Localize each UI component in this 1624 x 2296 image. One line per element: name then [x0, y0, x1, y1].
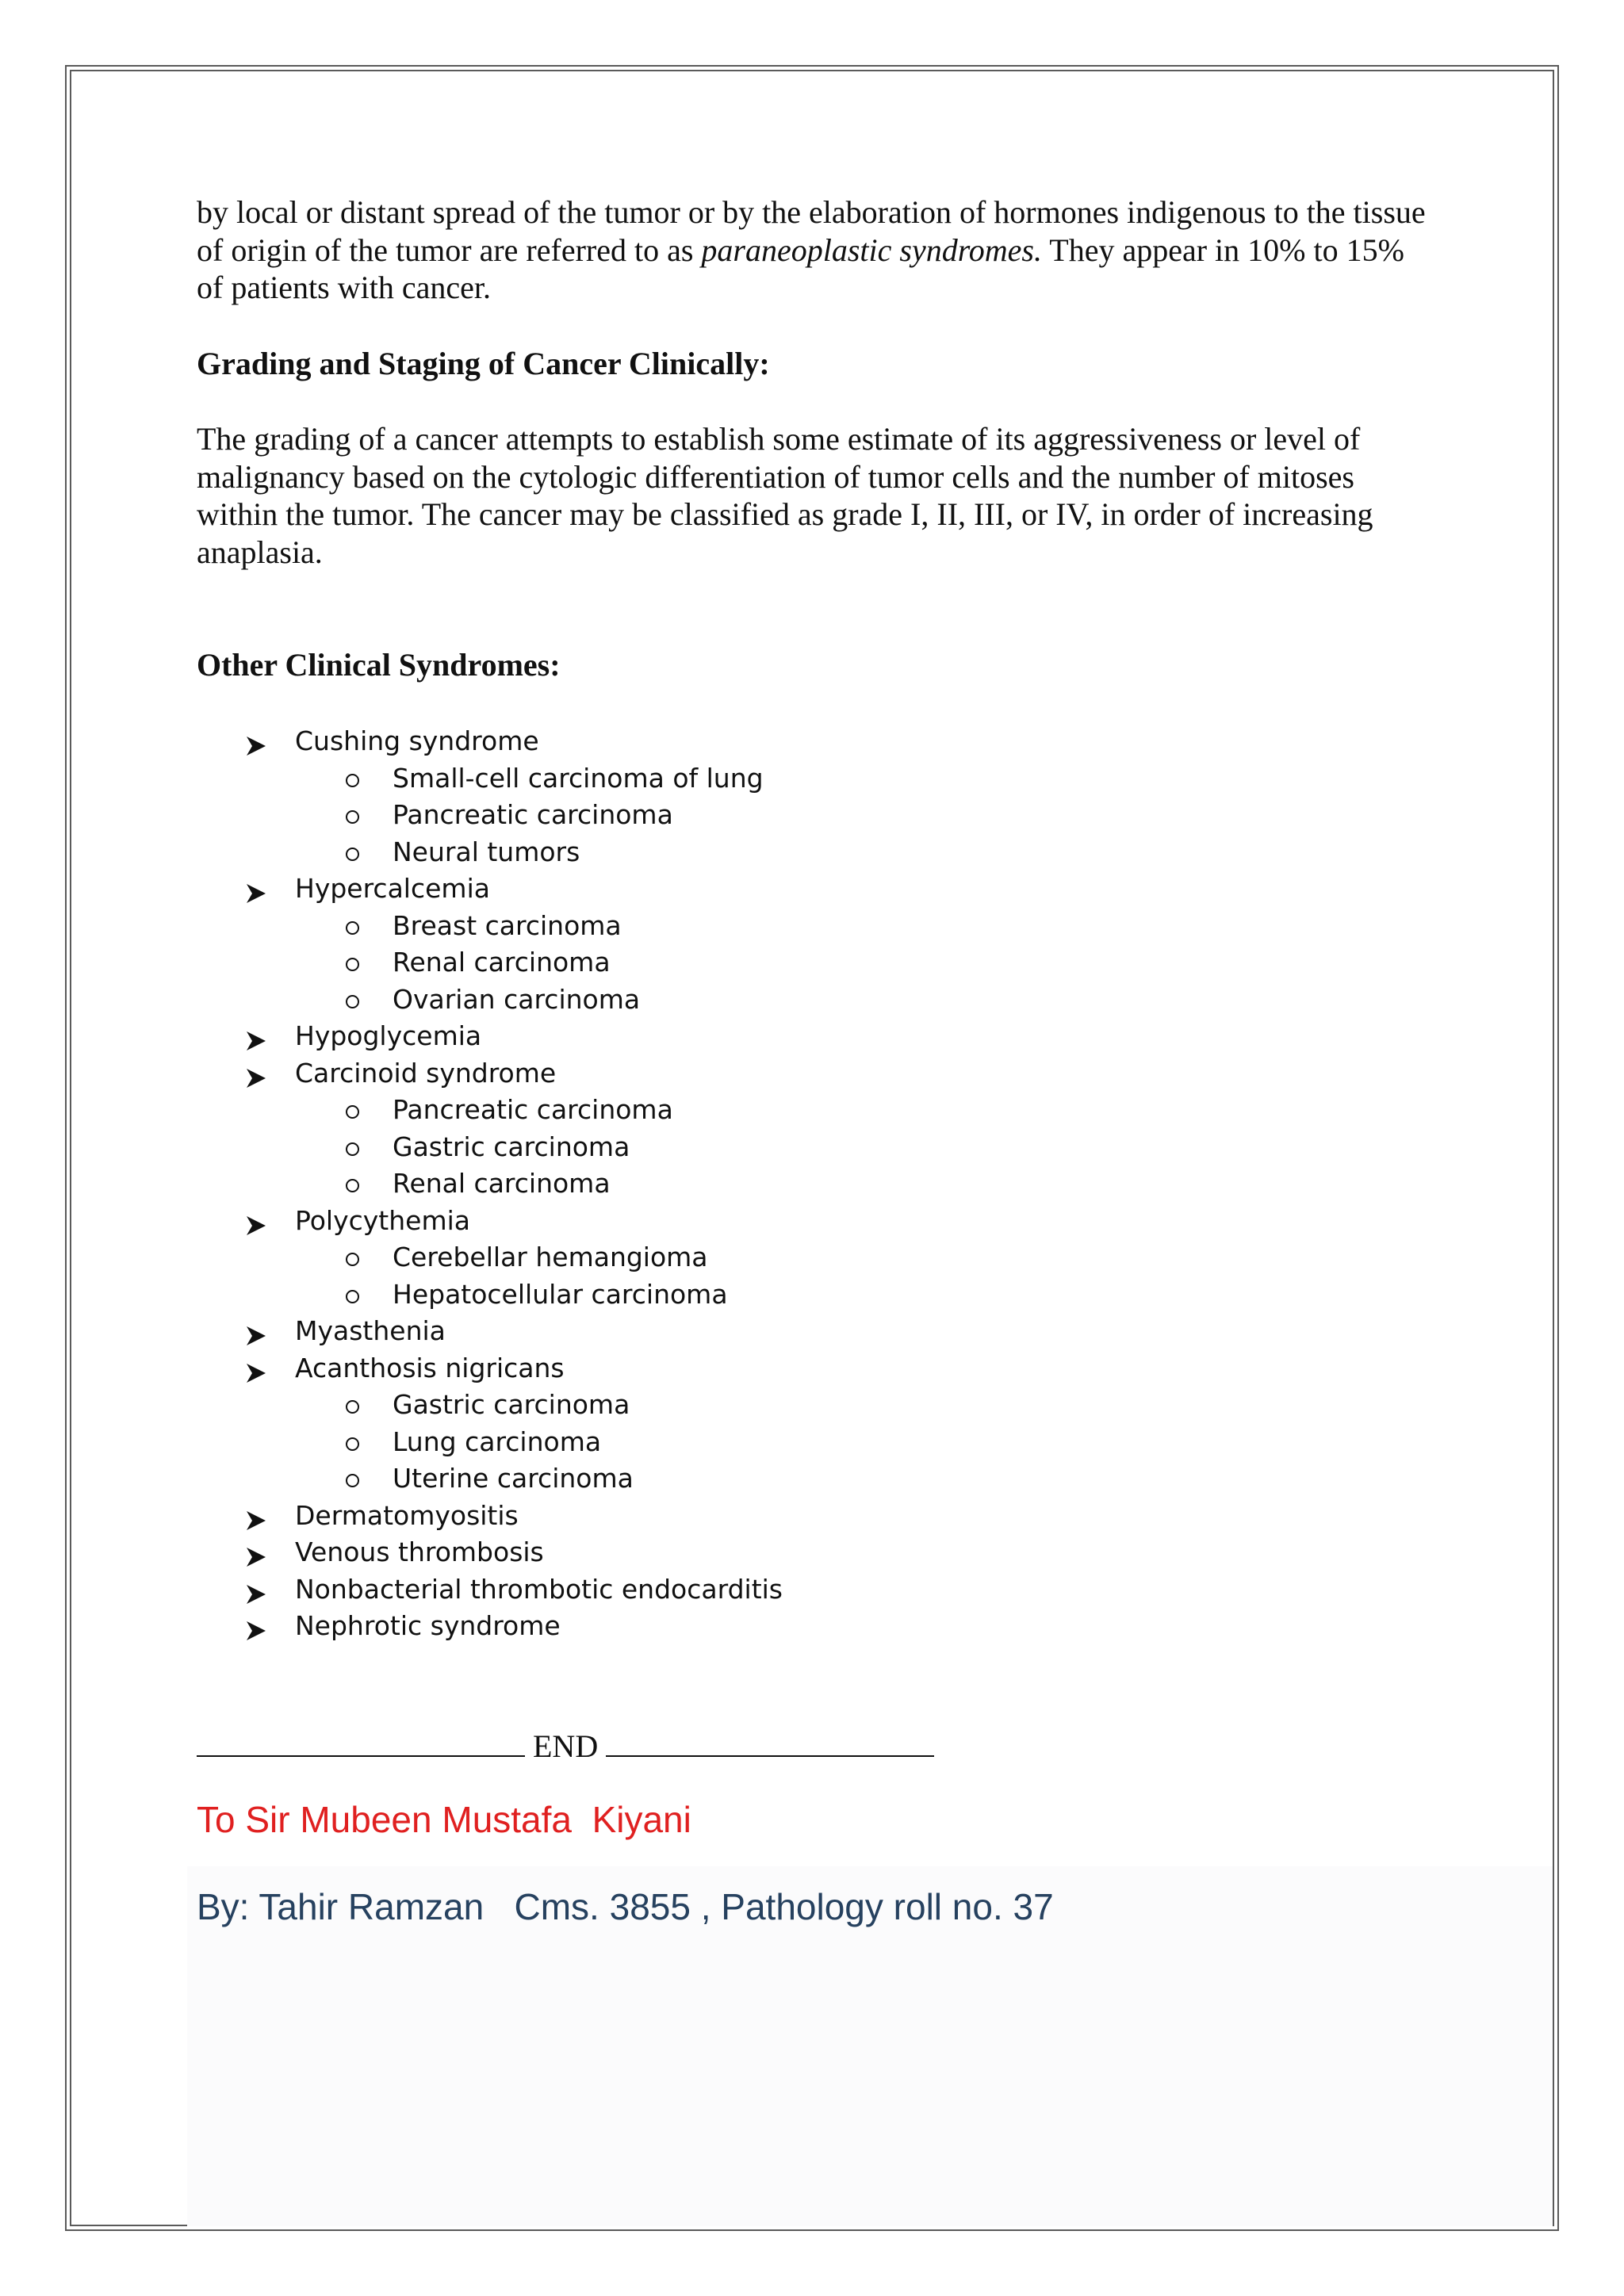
tumor-subitem — [0, 1239, 1624, 1276]
dedication-line: To Sir Mubeen Mustafa Kiyani — [197, 1799, 691, 1840]
syndrome-item — [0, 1608, 1624, 1645]
circle-bullet-icon — [346, 1142, 359, 1156]
tumor-label: Neural tumors — [393, 836, 580, 867]
tumor-label: Cerebellar hemangioma — [393, 1242, 708, 1272]
syndrome-label: Polycythemia — [295, 1204, 470, 1236]
circle-bullet-icon — [346, 1474, 359, 1487]
syndrome-label: Venous thrombosis — [295, 1536, 544, 1567]
circle-bullet-icon — [346, 774, 359, 787]
syndrome-label: Cushing syndrome — [295, 725, 539, 756]
circle-bullet-icon — [346, 995, 359, 1008]
syndrome-label: Acanthosis nigricans — [295, 1352, 565, 1383]
circle-bullet-icon — [346, 1290, 359, 1303]
tumor-label: Pancreatic carcinoma — [393, 799, 673, 830]
tumor-subitem — [0, 834, 1624, 871]
syndrome-list — [0, 723, 1624, 1645]
circle-bullet-icon — [346, 810, 359, 824]
circle-bullet-icon — [346, 1105, 359, 1119]
syndrome-item — [0, 1313, 1624, 1350]
intro-paragraph — [197, 193, 1434, 307]
grading-paragraph: The grading of a cancer attempts to establish some estimate of its aggressiveness or level of malignancy based on the cytologic differentiation of tumor cells and the number of mitoses within the tumor. The cancer may be classified as grade I, II, III, or IV, in order of increasing anaplasia. — [197, 421, 1373, 570]
syndrome-label: Hypercalcemia — [295, 873, 490, 904]
syndrome-item — [0, 1534, 1624, 1571]
intro-text-end: They appear in 10% to 15% of patients with cancer. — [197, 232, 1404, 305]
circle-bullet-icon — [346, 958, 359, 971]
tumor-label: Gastric carcinoma — [393, 1131, 630, 1162]
tumor-label: Renal carcinoma — [393, 947, 611, 978]
syndrome-item — [0, 723, 1624, 760]
syndrome-item — [0, 1571, 1624, 1609]
syndrome-label: Carcinoid syndrome — [295, 1057, 557, 1089]
end-divider — [197, 1725, 934, 1765]
circle-bullet-icon — [346, 1437, 359, 1451]
syndrome-label: Dermatomyositis — [295, 1499, 519, 1531]
end-label: END — [533, 1728, 599, 1764]
syndrome-label: Nonbacterial thrombotic endocarditis — [295, 1573, 783, 1605]
syndrome-label: Hypoglycemia — [295, 1020, 482, 1051]
syndrome-item — [0, 871, 1624, 908]
end-rule-right — [606, 1725, 934, 1757]
tumor-subitem — [0, 797, 1624, 834]
end-rule-left — [197, 1725, 525, 1757]
tumor-subitem — [0, 1092, 1624, 1129]
tumor-label: Gastric carcinoma — [393, 1389, 630, 1420]
tumor-label: Hepatocellular carcinoma — [393, 1278, 728, 1310]
tumor-subitem — [0, 1460, 1624, 1498]
circle-bullet-icon — [346, 1400, 359, 1414]
tumor-subitem — [0, 908, 1624, 945]
tumor-label: Small-cell carcinoma of lung — [393, 762, 764, 794]
tumor-label: Breast carcinoma — [393, 909, 622, 941]
intro-text-start: by local or distant spread of the tumor or by the elaboration of hormones indigenous to the tissue of origin of the tumor are referred to as — [197, 194, 1426, 268]
author-line: By: Tahir Ramzan Cms. 3855 , Pathology roll no. 37 — [197, 1886, 1054, 1927]
circle-bullet-icon — [346, 848, 359, 861]
grading-heading: Grading and Staging of Cancer Clinically: — [197, 346, 770, 381]
tumor-subitem — [0, 1129, 1624, 1166]
syndrome-item — [0, 1203, 1624, 1240]
syndromes-heading: Other Clinical Syndromes: — [197, 647, 561, 683]
syndrome-item — [0, 1018, 1624, 1055]
tumor-label: Renal carcinoma — [393, 1168, 611, 1199]
syndrome-label: Myasthenia — [295, 1315, 446, 1346]
tumor-subitem — [0, 1276, 1624, 1314]
tumor-subitem — [0, 944, 1624, 982]
tumor-label: Ovarian carcinoma — [393, 983, 641, 1015]
circle-bullet-icon — [346, 1179, 359, 1192]
tumor-subitem — [0, 760, 1624, 798]
circle-bullet-icon — [346, 921, 359, 935]
tumor-subitem — [0, 1387, 1624, 1424]
syndrome-item — [0, 1350, 1624, 1387]
tumor-label: Lung carcinoma — [393, 1425, 602, 1457]
tumor-label: Uterine carcinoma — [393, 1463, 634, 1494]
tumor-subitem — [0, 1424, 1624, 1461]
tumor-subitem — [0, 1165, 1624, 1203]
syndrome-item — [0, 1055, 1624, 1093]
circle-bullet-icon — [346, 1253, 359, 1266]
syndrome-item — [0, 1498, 1624, 1535]
arrow-bullet-icon — [245, 1615, 267, 1652]
tumor-label: Pancreatic carcinoma — [393, 1094, 673, 1125]
syndrome-label: Nephrotic syndrome — [295, 1610, 561, 1641]
tumor-subitem — [0, 982, 1624, 1019]
intro-italic-term: paraneoplastic syndromes. — [701, 232, 1042, 268]
